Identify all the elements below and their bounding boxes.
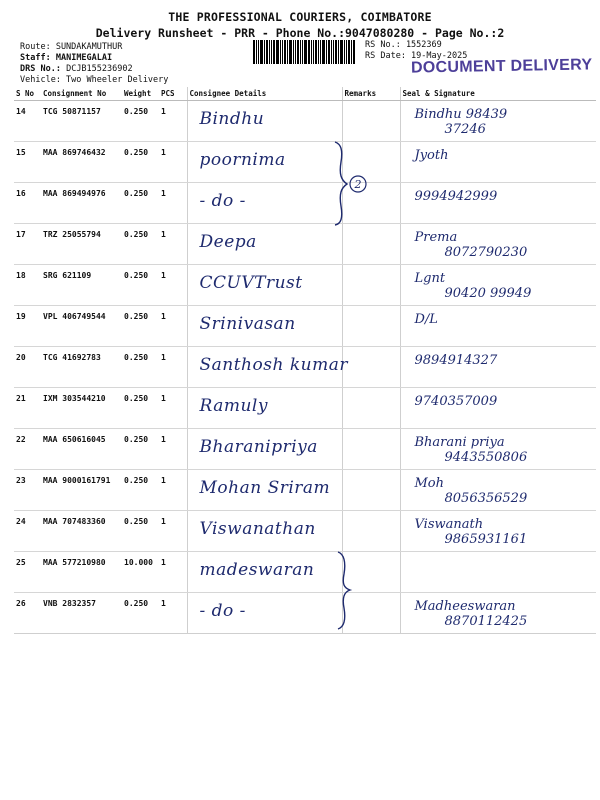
row-consignee-cell — [187, 593, 342, 634]
handwritten-consignee-name: - do - — [199, 191, 246, 211]
handwritten-signature: 9740357009 — [414, 394, 498, 409]
barcode-bar — [289, 40, 292, 64]
table-row — [14, 429, 596, 470]
handwritten-consignee-name: madeswaran — [199, 560, 315, 580]
barcode-bar — [293, 40, 294, 64]
row-weight: 0.250 — [122, 183, 159, 224]
barcode-bar — [351, 40, 352, 64]
row-consignment-no: TRZ 25055794 — [41, 224, 122, 265]
table-row — [14, 593, 596, 634]
row-sno: 22 — [14, 429, 41, 470]
row-consignee-cell — [187, 552, 342, 593]
row-consignment-no: TCG 41692783 — [41, 347, 122, 388]
row-consignment-no: VNB 2832357 — [41, 593, 122, 634]
barcode-bar — [295, 40, 296, 64]
barcode-bar — [348, 40, 350, 64]
row-sno: 25 — [14, 552, 41, 593]
row-weight: 10.000 — [122, 552, 159, 593]
row-sno: 15 — [14, 142, 41, 183]
barcode-bar — [282, 40, 283, 64]
handwritten-consignee-name: Deepa — [199, 232, 257, 252]
row-pcs: 1 — [159, 101, 187, 142]
col-header-remarks: Remarks — [342, 87, 400, 101]
table-row — [14, 265, 596, 306]
handwritten-signature: Moh — [414, 476, 445, 491]
col-header-signature: Seal & Signature — [400, 87, 596, 101]
row-pcs: 1 — [159, 265, 187, 306]
barcode-bar — [271, 40, 272, 64]
row-consignment-no: MAA 707483360 — [41, 511, 122, 552]
row-consignment-no: MAA 869494976 — [41, 183, 122, 224]
barcode-bar — [322, 40, 325, 64]
barcode-bar — [300, 40, 301, 64]
vehicle-info: Vehicle: Two Wheeler Delivery — [20, 75, 169, 85]
barcode-bar — [260, 40, 263, 64]
row-signature-cell — [400, 183, 596, 224]
barcode-bar — [280, 40, 281, 64]
table-row — [14, 183, 596, 224]
row-pcs: 1 — [159, 593, 187, 634]
staff-value: MANIMEGALAI — [55, 53, 113, 63]
handwritten-signature: Lgnt — [414, 271, 446, 286]
runsheet-subtitle: Delivery Runsheet - PRR - Phone No.:9047080280 - Page No.:2 — [95, 26, 505, 40]
row-remarks-cell — [342, 388, 400, 429]
drs-info — [20, 64, 133, 75]
handwritten-consignee-name: poornima — [199, 150, 286, 170]
handwritten-phone: 8870112425 — [444, 614, 528, 629]
barcode-bar — [340, 40, 343, 64]
row-pcs: 1 — [159, 183, 187, 224]
row-consignee-cell — [187, 306, 342, 347]
row-consignment-no: TCG 50871157 — [41, 101, 122, 142]
row-sno: 26 — [14, 593, 41, 634]
barcode-bar — [304, 40, 307, 64]
brace-mark-group-25-26 — [330, 550, 360, 630]
row-sno: 19 — [14, 306, 41, 347]
handwritten-consignee-name: Bharanipriya — [199, 437, 318, 457]
row-signature-cell — [400, 552, 596, 593]
row-pcs: 1 — [159, 347, 187, 388]
row-consignee-cell — [187, 101, 342, 142]
barcode-bar — [297, 40, 299, 64]
handwritten-phone: 9443550806 — [444, 450, 528, 465]
table-row — [14, 347, 596, 388]
row-weight: 0.250 — [122, 306, 159, 347]
row-signature-cell — [400, 142, 596, 183]
row-consignment-no: MAA 577210980 — [41, 552, 122, 593]
row-remarks-cell — [342, 306, 400, 347]
table-header-row — [14, 87, 596, 101]
row-weight: 0.250 — [122, 429, 159, 470]
handwritten-signature: Viswanath — [414, 517, 484, 532]
handwritten-signature: Prema — [414, 230, 458, 245]
row-consignee-cell — [187, 388, 342, 429]
handwritten-phone: 9865931161 — [444, 532, 528, 547]
table-row — [14, 388, 596, 429]
barcode-bar — [326, 40, 327, 64]
table-row — [14, 470, 596, 511]
row-sno: 21 — [14, 388, 41, 429]
row-sno: 23 — [14, 470, 41, 511]
row-weight: 0.250 — [122, 388, 159, 429]
brace-count-label: 2 — [354, 178, 362, 191]
barcode-bar — [269, 40, 270, 64]
barcode-bar — [313, 40, 314, 64]
row-signature-cell — [400, 101, 596, 142]
handwritten-phone: 8072790230 — [444, 245, 528, 260]
row-consignee-cell — [187, 470, 342, 511]
document-delivery-stamp: DOCUMENT DELIVERY — [410, 56, 593, 77]
row-weight: 0.250 — [122, 265, 159, 306]
barcode-bar — [264, 40, 265, 64]
row-consignment-no: VPL 406749544 — [41, 306, 122, 347]
row-consignment-no: MAA 869746432 — [41, 142, 122, 183]
row-pcs: 1 — [159, 306, 187, 347]
barcode-bar — [335, 40, 337, 64]
drs-label: DRS No.: — [20, 64, 61, 74]
row-pcs: 1 — [159, 388, 187, 429]
handwritten-consignee-name: CCUVTrust — [199, 273, 303, 293]
rs-date: RS Date: 19-May-2025 — [365, 51, 468, 61]
row-signature-cell — [400, 388, 596, 429]
handwritten-consignee-name: Srinivasan — [199, 314, 296, 334]
row-sno: 24 — [14, 511, 41, 552]
handwritten-consignee-name: Ramuly — [199, 396, 268, 416]
row-consignment-no: SRG 621109 — [41, 265, 122, 306]
row-consignee-cell — [187, 511, 342, 552]
row-pcs: 1 — [159, 511, 187, 552]
row-pcs: 1 — [159, 142, 187, 183]
row-remarks-cell — [342, 511, 400, 552]
row-sno: 17 — [14, 224, 41, 265]
table-row — [14, 142, 596, 183]
row-consignment-no: MAA 9000161791 — [41, 470, 122, 511]
row-remarks-cell — [342, 429, 400, 470]
row-signature-cell — [400, 470, 596, 511]
handwritten-signature: Bindhu 98439 — [414, 107, 508, 122]
table-row — [14, 511, 596, 552]
barcode-bar — [258, 40, 259, 64]
col-header-consignment: Consignment No — [41, 87, 122, 101]
handwritten-consignee-name: Bindhu — [199, 109, 265, 129]
row-pcs: 1 — [159, 552, 187, 593]
handwritten-consignee-name: Viswanathan — [199, 519, 316, 539]
company-title: THE PROFESSIONAL COURIERS, COIMBATORE — [168, 10, 432, 24]
barcode-bar — [311, 40, 312, 64]
barcode-bar — [256, 40, 257, 64]
row-signature-cell — [400, 306, 596, 347]
barcode-bar — [276, 40, 279, 64]
row-pcs: 1 — [159, 429, 187, 470]
handwritten-signature: 9994942999 — [414, 189, 498, 204]
barcode-bar — [338, 40, 339, 64]
barcode-bar — [333, 40, 334, 64]
handwritten-signature: 9894914327 — [414, 353, 498, 368]
barcode-bar — [346, 40, 347, 64]
row-consignment-no: MAA 650616045 — [41, 429, 122, 470]
barcode-bar — [266, 40, 268, 64]
barcode-bar — [353, 40, 355, 64]
handwritten-signature: Madheeswaran — [414, 599, 516, 614]
barcode-bar — [284, 40, 286, 64]
handwritten-consignee-name: Mohan Sriram — [199, 478, 331, 498]
row-sno: 20 — [14, 347, 41, 388]
handwritten-signature: D/L — [414, 312, 438, 327]
barcode-bar — [253, 40, 255, 64]
col-header-consignee: Consignee Details — [187, 87, 342, 101]
barcode-bar — [318, 40, 319, 64]
row-remarks-cell — [342, 224, 400, 265]
row-sno: 14 — [14, 101, 41, 142]
row-signature-cell — [400, 429, 596, 470]
row-weight: 0.250 — [122, 593, 159, 634]
row-consignee-cell — [187, 265, 342, 306]
route-info: Route: SUNDAKAMUTHUR — [20, 42, 123, 52]
barcode-bar — [273, 40, 275, 64]
barcode-image — [253, 40, 356, 64]
handwritten-consignee-name: - do - — [199, 601, 246, 621]
col-header-weight: Weight — [122, 87, 159, 101]
row-weight: 0.250 — [122, 101, 159, 142]
row-consignee-cell — [187, 183, 342, 224]
barcode-bar — [315, 40, 317, 64]
row-consignee-cell — [187, 224, 342, 265]
row-weight: 0.250 — [122, 142, 159, 183]
row-consignee-cell — [187, 429, 342, 470]
row-signature-cell — [400, 347, 596, 388]
col-header-pcs: PCS — [159, 87, 187, 101]
row-consignee-cell — [187, 142, 342, 183]
barcode-bar — [328, 40, 330, 64]
row-sno: 18 — [14, 265, 41, 306]
barcode-bar — [287, 40, 288, 64]
row-weight: 0.250 — [122, 511, 159, 552]
handwritten-phone: 8056356529 — [444, 491, 528, 506]
handwritten-signature: Jyoth — [414, 148, 449, 163]
barcode-bar — [320, 40, 321, 64]
row-remarks-cell — [342, 101, 400, 142]
handwritten-signature: Bharani priya — [414, 435, 505, 450]
col-header-sno: S No — [14, 87, 41, 101]
table-row — [14, 552, 596, 593]
row-signature-cell — [400, 593, 596, 634]
row-signature-cell — [400, 265, 596, 306]
brace-mark-group-15-16 — [329, 140, 369, 226]
rs-number: RS No.: 1552369 — [365, 40, 442, 50]
staff-label: Staff: — [20, 53, 51, 63]
row-consignment-no: IXM 303544210 — [41, 388, 122, 429]
barcode-bar — [344, 40, 345, 64]
row-pcs: 1 — [159, 470, 187, 511]
row-consignee-cell — [187, 347, 348, 388]
barcode-bar — [308, 40, 310, 64]
row-pcs: 1 — [159, 224, 187, 265]
handwritten-phone: 90420 99949 — [444, 286, 532, 301]
row-remarks-cell — [342, 265, 400, 306]
row-weight: 0.250 — [122, 224, 159, 265]
drs-value: DCJB155236902 — [66, 64, 133, 74]
table-row — [14, 224, 596, 265]
row-weight: 0.250 — [122, 470, 159, 511]
handwritten-consignee-name: Santhosh kumar — [199, 355, 348, 375]
row-signature-cell — [400, 224, 596, 265]
delivery-table — [14, 87, 596, 634]
staff-info — [20, 53, 112, 64]
barcode-bar — [302, 40, 303, 64]
row-sno: 16 — [14, 183, 41, 224]
table-row — [14, 306, 596, 347]
barcode-bar — [331, 40, 332, 64]
handwritten-phone: 37246 — [444, 122, 486, 137]
row-weight: 0.250 — [122, 347, 159, 388]
row-remarks-cell — [342, 470, 400, 511]
row-remarks-cell — [342, 347, 400, 388]
table-row — [14, 101, 596, 142]
row-signature-cell — [400, 511, 596, 552]
